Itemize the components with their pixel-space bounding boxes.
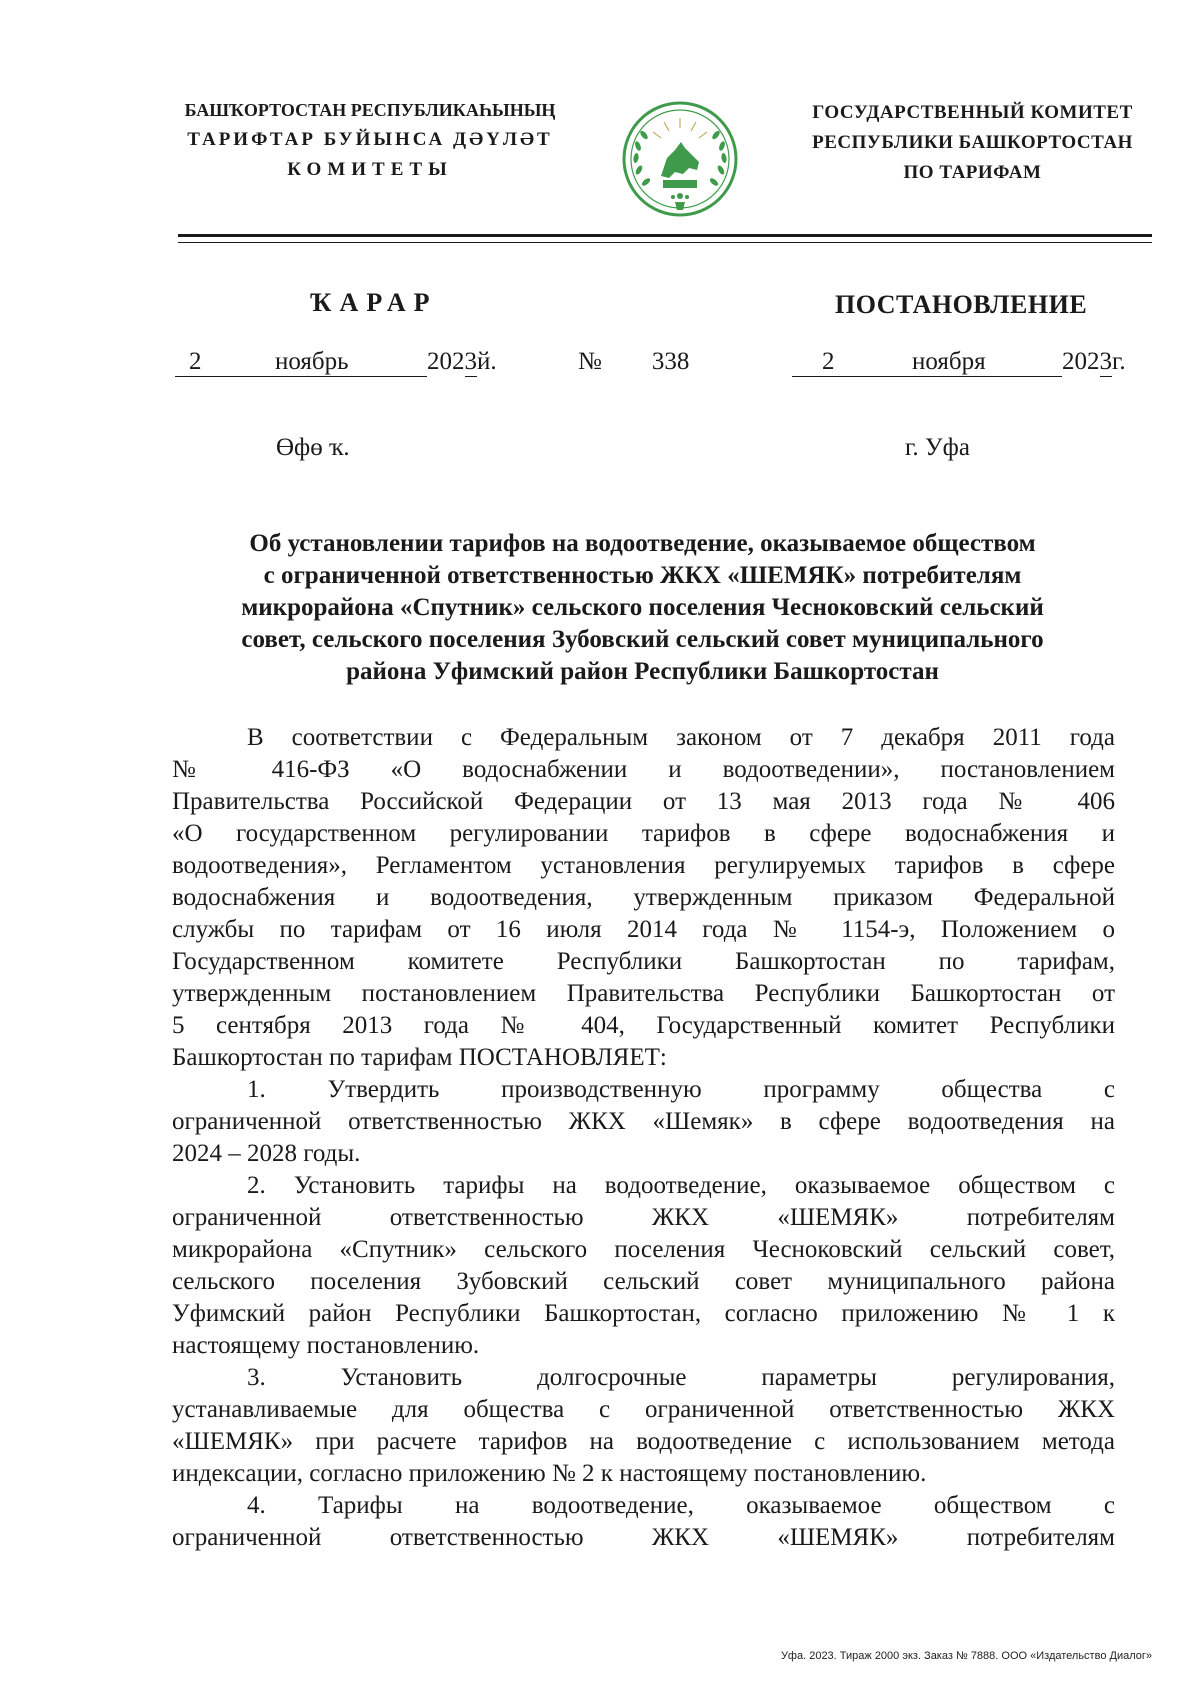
header-left-line-1: БАШҠОРТОСТАН РЕСПУБЛИКАҺЫНЫҢ (184, 100, 556, 120)
header-russian (785, 98, 1160, 188)
decree-number (578, 348, 689, 376)
date-left-year-suffix: 3 (464, 348, 477, 375)
heading-line: с ограниченной ответственностью ЖКХ «ШЕМЯК» потребителям (263, 562, 1022, 589)
number-value: 338 (651, 348, 690, 375)
body-line: 5 сентября 2013 года № 404, Государственный комитет Республики (172, 1012, 1115, 1039)
header-right-line-1: ГОСУДАРСТВЕННЫЙ КОМИТЕТ (812, 102, 1133, 123)
date-right-year-unit: г. (1112, 348, 1126, 375)
city-bashkir: Өфө ҡ. (276, 434, 350, 461)
date-left-year-unit: й. (477, 348, 497, 375)
body-line: ограниченной ответственностью ЖКХ «ШЕМЯК» потребителям (172, 1524, 1115, 1551)
body-line: ограниченной ответственностью ЖКХ «Шемяк» в сфере водоотведения на (172, 1108, 1115, 1135)
body-line: службы по тарифам от 16 июля 2014 года № 1154-э, Положением о (172, 916, 1115, 943)
header-right-line-2: РЕСПУБЛИКИ БАШКОРТОСТАН (812, 132, 1133, 153)
date-left-month: ноябрь (275, 348, 427, 377)
body-line: 2. Установить тарифы на водоотведение, оказываемое обществом с (247, 1172, 1115, 1199)
body-line: Государственном комитете Республики Башкортостан по тарифам, (172, 948, 1115, 975)
date-left-year-prefix: 202 (427, 348, 465, 375)
header-bashkir (165, 95, 575, 185)
city-russian: г. Уфа (905, 434, 970, 461)
body-line: Правительства Российской Федерации от 13 мая 2013 года № 406 (172, 788, 1115, 815)
body-line: № 416-ФЗ «О водоснабжении и водоотведении», постановлением (172, 756, 1115, 783)
heading-line: Об установлении тарифов на водоотведение, оказываемое обществом (249, 530, 1036, 557)
decree-title-russian: ПОСТАНОВЛЕНИЕ (835, 290, 1088, 319)
date-bashkir (175, 348, 497, 377)
body-line: настоящему постановлению. (172, 1332, 480, 1359)
date-right-month: ноября (902, 348, 1062, 377)
decree-title-bashkir: ҠАРАР (310, 288, 438, 317)
header-rule-thin (178, 242, 1152, 243)
body-line: сельского поселения Зубовский сельский совет муниципального района (172, 1268, 1115, 1295)
body-line: 2024 – 2028 годы. (172, 1140, 361, 1167)
body-line: водоснабжения и водоотведения, утвержденным приказом Федеральной (172, 884, 1115, 911)
body-line: Башкортостан по тарифам ПОСТАНОВЛЯЕТ: (172, 1044, 667, 1071)
date-right-year-prefix: 202 (1062, 348, 1100, 375)
number-sign: № (578, 348, 602, 375)
body-line: водоотведения», Регламентом установления регулируемых тарифов в сфере (172, 852, 1115, 879)
header-rule-thick (178, 234, 1152, 237)
date-russian (792, 348, 1126, 377)
body-line: устанавливаемые для общества с ограниченной ответственностью ЖКХ (172, 1396, 1115, 1423)
body-line: «О государственном регулировании тарифов в сфере водоснабжения и (172, 820, 1115, 847)
print-footer: Уфа. 2023. Тираж 2000 экз. Заказ № 7888. ООО «Издательство Диалог» (780, 1650, 1152, 1662)
document-body (172, 722, 1115, 1554)
date-left-day: 2 (175, 348, 275, 377)
document-heading (175, 528, 1110, 688)
header-left-line-3: КОМИТЕТЫ (287, 159, 453, 180)
heading-line: совет, сельского поселения Зубовский сельский совет муниципального (241, 626, 1044, 653)
body-line: индексации, согласно приложению № 2 к настоящему постановлению. (172, 1460, 927, 1487)
body-line: 3. Установить долгосрочные параметры регулирования, (247, 1364, 1115, 1391)
body-line: ограниченной ответственностью ЖКХ «ШЕМЯК» потребителям (172, 1204, 1115, 1231)
body-line: «ШЕМЯК» при расчете тарифов на водоотведение с использованием метода (172, 1428, 1115, 1455)
body-line: В соответствии с Федеральным законом от 7 декабря 2011 года (247, 724, 1115, 751)
body-line: 1. Утвердить производственную программу общества с (247, 1076, 1115, 1103)
header-right-line-3: ПО ТАРИФАМ (903, 162, 1042, 183)
body-line: микрорайона «Спутник» сельского поселения Чесноковский сельский совет, (172, 1236, 1115, 1263)
body-line: утвержденным постановлением Правительства Республики Башкортостан от (172, 980, 1115, 1007)
body-line: 4. Тарифы на водоотведение, оказываемое обществом с (247, 1492, 1115, 1519)
header-left-line-2: ТАРИФТАР БУЙЫНСА ДӘҮЛӘТ (187, 129, 553, 150)
heading-line: района Уфимский район Республики Башкортостан (346, 658, 939, 685)
date-right-day: 2 (792, 348, 902, 377)
body-line: Уфимский район Республики Башкортостан, согласно приложению № 1 к (172, 1300, 1115, 1327)
republic-emblem-icon (619, 98, 741, 220)
date-right-year-suffix: 3 (1099, 348, 1112, 375)
heading-line: микрорайона «Спутник» сельского поселения Чесноковский сельский (241, 594, 1044, 621)
